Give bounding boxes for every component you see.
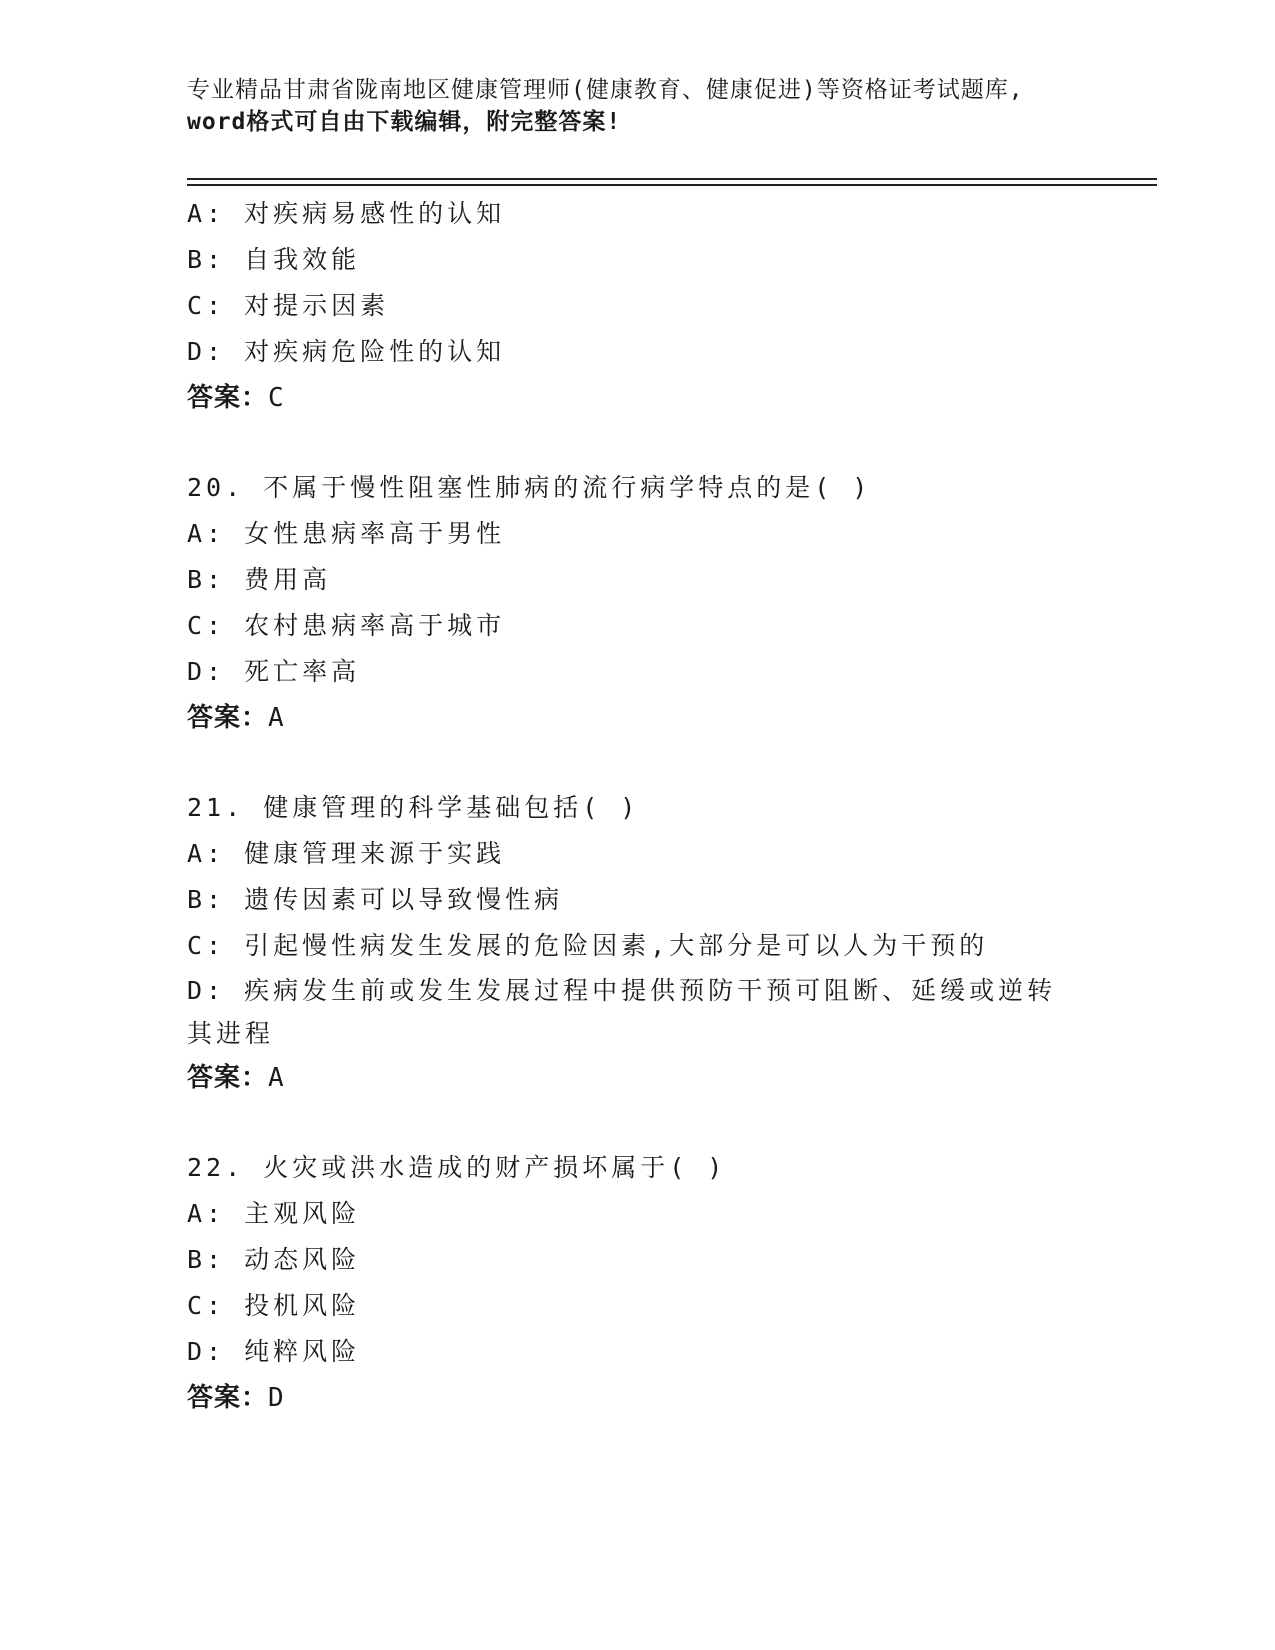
answer-line [187,1375,1087,1421]
option-b: B: 费用高 [187,565,332,594]
answer-line [187,375,1087,421]
option-a: A: 健康管理来源于实践 [187,839,506,868]
question-20 [187,465,1087,741]
answer-value: A [268,703,285,733]
header-divider-top [187,178,1157,180]
option-a: A: 主观风险 [187,1199,361,1228]
answer-value: C [268,383,285,413]
option-b: B: 遗传因素可以导致慢性病 [187,885,564,914]
option-a: A: 女性患病率高于男性 [187,519,506,548]
question-22 [187,1145,1087,1421]
question-stem: 22. 火灾或洪水造成的财产损坏属于( ) [187,1153,727,1182]
option-d: D: 对疾病危险性的认知 [187,337,506,366]
header-line-1: 专业精品甘肃省陇南地区健康管理师(健康教育、健康促进)等资格证考试题库, [187,77,1024,103]
answer-label: 答案： [187,383,269,413]
option-b: B: 自我效能 [187,245,361,274]
option-b: B: 动态风险 [187,1245,361,1274]
question-stem: 21. 健康管理的科学基础包括( ) [187,793,640,822]
option-c: C: 引起慢性病发生发展的危险因素,大部分是可以人为干预的 [187,931,989,960]
option-d: D: 死亡率高 [187,657,361,686]
header-line-2: word格式可自由下载编辑，附完整答案! [187,109,622,135]
header-divider-bottom [187,184,1157,186]
question-19 [187,191,1087,421]
answer-line [187,1055,1087,1101]
answer-label: 答案： [187,703,269,733]
option-d: D: 疾病发生前或发生发展过程中提供预防干预可阻断、延缓或逆转其进程 [187,976,1057,1048]
option-a: A: 对疾病易感性的认知 [187,199,506,228]
answer-line [187,695,1087,741]
answer-value: A [268,1063,285,1093]
answer-value: D [268,1383,285,1413]
question-list [187,191,1087,1465]
option-d: D: 纯粹风险 [187,1337,361,1366]
question-stem: 20. 不属于慢性阻塞性肺病的流行病学特点的是( ) [187,473,872,502]
option-c: C: 对提示因素 [187,291,390,320]
answer-label: 答案： [187,1383,269,1413]
question-21 [187,785,1087,1101]
document-header [187,74,1087,138]
option-c: C: 投机风险 [187,1291,361,1320]
answer-label: 答案： [187,1063,269,1093]
option-c: C: 农村患病率高于城市 [187,611,506,640]
